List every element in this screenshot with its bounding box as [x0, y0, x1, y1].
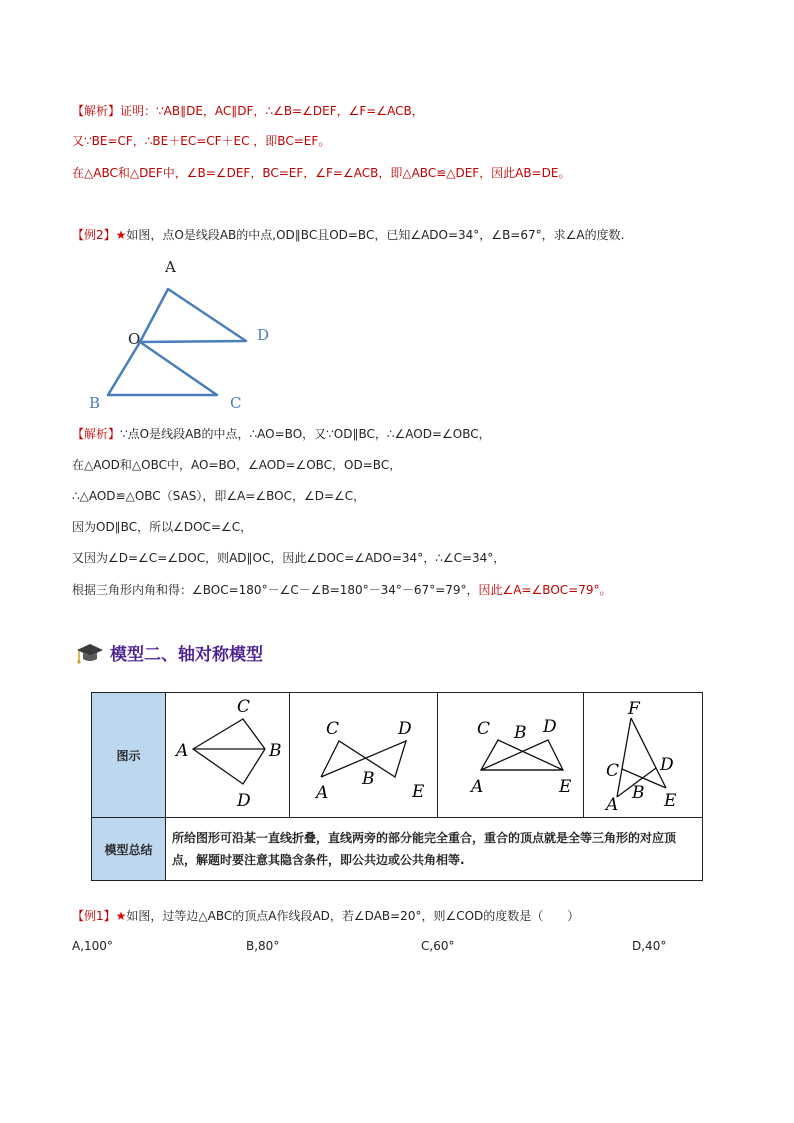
- fig3-label-c: C: [476, 719, 490, 739]
- solution1-line2: 又∵BE=CF，∴BE＋EC=CF＋EC ，即BC=EF。: [72, 134, 331, 148]
- label-o: O: [128, 330, 141, 348]
- example2-tag: 【例2】: [72, 228, 116, 242]
- fig4-label-a: A: [605, 795, 618, 812]
- example1-text: 如图，过等边△ABC的顶点A作线段AD，若∠DAB=20°，则∠COD的度数是（ ）: [126, 909, 580, 923]
- example2-text: 如图，点O是线段AB的中点,OD∥BC且OD=BC，已知∠ADO=34°，∠B=67°，求∠A的度数.: [126, 228, 625, 242]
- fig2-label-c: C: [325, 719, 339, 739]
- solution2-line3: ∴△AOD≌△OBC（SAS），即∠A=∠BOC，∠D=∠C，: [72, 489, 366, 503]
- fig4-label-e: E: [663, 791, 676, 811]
- option-b[interactable]: B,80°: [246, 939, 280, 953]
- summary-header: 模型总结: [92, 818, 166, 881]
- solution2-line5: 又因为∠D=∠C=∠DOC，则AD∥OC，因此∠DOC=∠ADO=34°，∴∠C=34°，: [72, 551, 506, 565]
- example2-question: [72, 227, 624, 243]
- label-c: C: [230, 394, 242, 412]
- fig1-label-d: D: [236, 791, 251, 811]
- solution2-line1: [72, 426, 491, 442]
- model-figure-4: [584, 693, 703, 818]
- fig1-label-a: A: [175, 741, 188, 761]
- example2-figure: [80, 252, 290, 417]
- analysis-tag: 【解析】: [72, 104, 121, 118]
- fig2-label-b: B: [361, 769, 374, 789]
- solution1-line3: 在△ABC和△DEF中，∠B=∠DEF，BC=EF，∠F=∠ACB，即△ABC≌△DEF，因此AB=DE。: [72, 166, 571, 180]
- triangle-aod: [140, 289, 246, 342]
- figure-header: 图示: [92, 693, 166, 818]
- graduation-cap-icon: [74, 641, 104, 665]
- label-b: B: [89, 394, 101, 412]
- fig2-label-a: A: [315, 783, 328, 803]
- example1-question: [72, 908, 579, 924]
- example1-tag: 【例1】: [72, 909, 116, 923]
- fig4-label-f: F: [627, 699, 640, 719]
- model-figure-2: [290, 693, 438, 818]
- analysis-tag-2: 【解析】: [72, 427, 121, 441]
- option-d[interactable]: D,40°: [632, 939, 667, 953]
- model-figure-3: [438, 693, 584, 818]
- fig4-label-d: D: [659, 755, 674, 775]
- solution1-text1: 证明：∵AB∥DE，AC∥DF，∴∠B=∠DEF，∠F=∠ACB，: [120, 104, 424, 118]
- fig3-label-b: B: [513, 723, 526, 743]
- solution2-line2: 在△AOD和△OBC中，AO=BO，∠AOD=∠OBC，OD=BC，: [72, 458, 402, 472]
- fig3-label-d: D: [542, 717, 557, 737]
- star-icon-2: ★: [115, 909, 127, 923]
- fig3-label-e: E: [558, 777, 571, 797]
- triangle-obc: [108, 342, 217, 395]
- fig1-label-c: C: [236, 697, 250, 717]
- solution2-line4: 因为OD∥BC，所以∠DOC=∠C，: [72, 520, 253, 534]
- option-a[interactable]: A,100°: [72, 939, 113, 953]
- fig3-label-a: A: [470, 777, 483, 797]
- model-figure-1: [166, 693, 290, 818]
- fig1-label-b: B: [268, 741, 281, 761]
- section-title: 模型二、轴对称模型: [110, 645, 263, 665]
- solution2-text6b: 因此∠A=∠BOC=79°。: [478, 583, 612, 597]
- solution2-text6a: 根据三角形内角和得：∠BOC=180°－∠C－∠B=180°－34°－67°=79°，: [72, 583, 479, 597]
- option-c[interactable]: C,60°: [421, 939, 455, 953]
- fig2-label-d: D: [397, 719, 412, 739]
- label-d: D: [257, 326, 270, 344]
- solution1-line1: [72, 103, 424, 119]
- section-heading: [74, 640, 263, 665]
- star-icon: ★: [115, 228, 127, 242]
- model-table: [91, 692, 703, 881]
- model-summary: 所给图形可沿某一直线折叠，直线两旁的部分能完全重合，重合的顶点就是全等三角形的对应顶点，解题时要注意其隐含条件，即公共边或公共角相等.: [166, 818, 703, 881]
- fig4-label-b: B: [631, 783, 644, 803]
- solution2-line6: [72, 582, 611, 598]
- solution2-text1: ∵点O是线段AB的中点，∴AO=BO，又∵OD∥BC，∴∠AOD=∠OBC，: [120, 427, 491, 441]
- fig2-label-e: E: [411, 782, 424, 802]
- label-a: A: [165, 258, 176, 276]
- fig4-label-c: C: [605, 761, 619, 781]
